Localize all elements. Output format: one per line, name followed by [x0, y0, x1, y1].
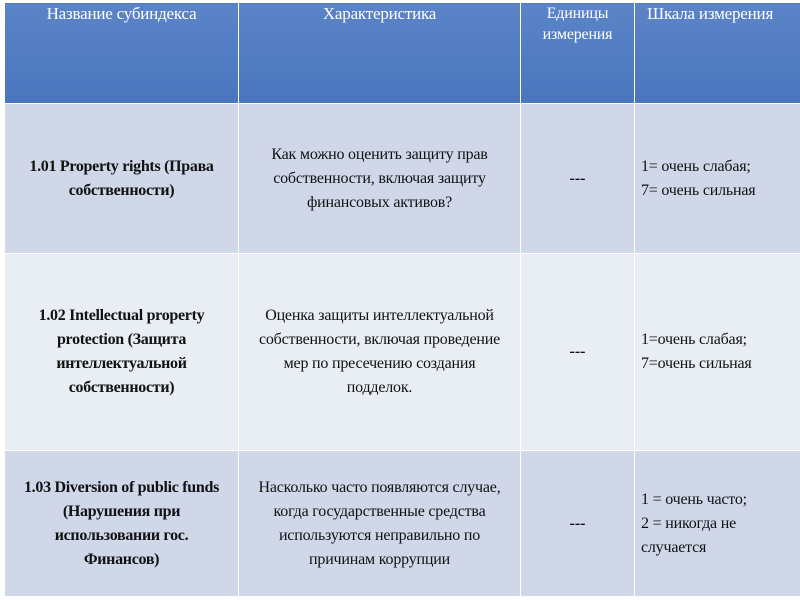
table-row — [5, 104, 800, 254]
scale-line: 1= очень слабая; — [641, 157, 751, 175]
scale-cell — [635, 451, 800, 597]
name-line: protection (Защита — [56, 331, 187, 348]
subindex-name-cell — [5, 104, 239, 254]
characteristic-line: собственности, включая защиту — [273, 169, 486, 187]
name-line: собственности) — [68, 181, 175, 199]
scale-cell — [635, 104, 800, 254]
header-units-line: измерения — [542, 26, 613, 43]
subindex-table — [4, 2, 800, 597]
subindex-name-cell — [5, 254, 239, 451]
characteristic-line: собственности, включая проведение — [258, 331, 501, 348]
scale-line: 7=очень сильная — [641, 355, 752, 372]
header-scale: Шкала измерения — [635, 3, 800, 104]
characteristic-line: причинам коррупции — [309, 550, 450, 568]
characteristic-line: используются неправильно по — [278, 526, 481, 544]
units-cell: --- — [521, 254, 635, 451]
characteristic-line: Насколько часто появляются случае, — [258, 478, 501, 496]
name-line: Финансов) — [83, 550, 160, 568]
table-header-row — [5, 3, 800, 104]
name-line: (Нарушения при — [62, 502, 181, 520]
table-row — [5, 451, 800, 597]
characteristic-line: подделок. — [346, 379, 413, 396]
units-cell: --- — [521, 451, 635, 597]
scale-cell — [635, 254, 800, 451]
scale-line: 1 = очень часто; — [641, 490, 747, 508]
characteristic-line: когда государственные средства — [273, 502, 486, 520]
name-line: интеллектуальной — [56, 355, 187, 372]
scale-line: 7= очень сильная — [641, 181, 756, 199]
scale-line: 1=очень слабая; — [641, 331, 747, 348]
name-line: 1.03 Diversion of public funds — [23, 478, 220, 496]
characteristic-line: Оценка защиты интеллектуальной — [265, 307, 494, 324]
table-row — [5, 254, 800, 451]
scale-line: случается — [641, 538, 707, 556]
name-line: собственности) — [68, 379, 175, 396]
characteristic-cell — [239, 254, 521, 451]
units-cell: --- — [521, 104, 635, 254]
characteristic-line: Как можно оценить защиту прав — [271, 145, 488, 163]
characteristic-line: мер по пресечению создания — [283, 355, 476, 372]
header-characteristic: Характеристика — [239, 3, 521, 104]
subindex-name-cell — [5, 451, 239, 597]
header-units — [521, 3, 635, 104]
scale-line: 2 = никогда не — [641, 514, 736, 532]
header-subindex-name: Название субиндекса — [5, 3, 239, 104]
name-line: 1.01 Property rights (Права — [29, 157, 214, 175]
characteristic-line: финансовых активов? — [306, 193, 453, 211]
name-line: 1.02 Intellectual property — [38, 307, 205, 324]
header-units-line: Единицы — [546, 5, 609, 22]
characteristic-cell — [239, 104, 521, 254]
characteristic-cell — [239, 451, 521, 597]
name-line: использовании гос. — [54, 526, 189, 544]
